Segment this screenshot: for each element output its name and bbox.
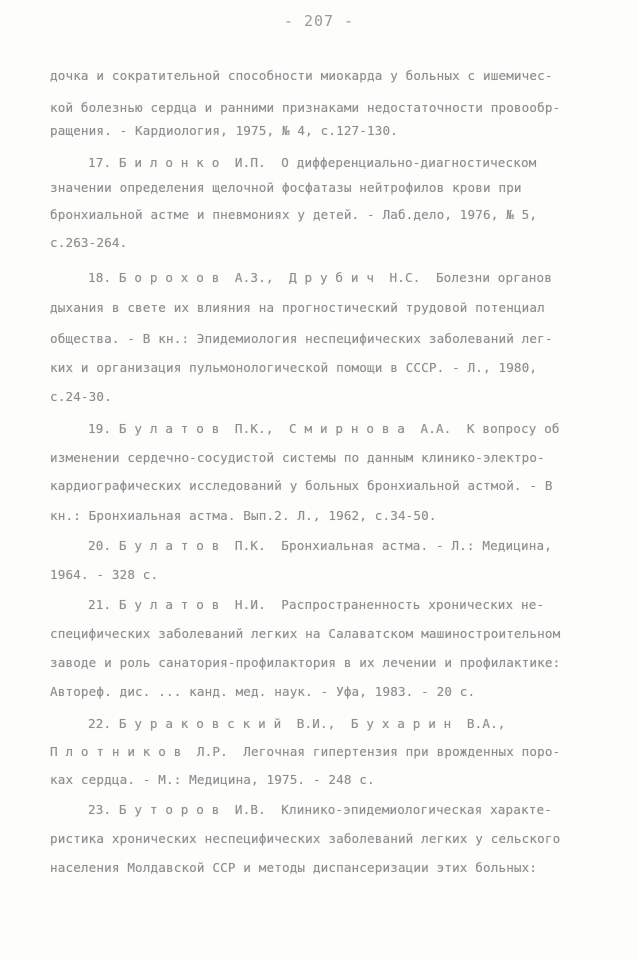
text-line: кардиографических исследований у больных бронхиальной астмой. - В — [50, 478, 553, 493]
text-line: с.263-264. — [50, 235, 128, 250]
text-line: ках сердца. - М.: Медицина, 1975. - 248 с. — [50, 772, 375, 787]
reference-entry-22: 22. Б у р а к о в с к и й В.И., Б у х а р и н В.А., — [88, 716, 506, 731]
text-line: бронхиальной астме и пневмониях у детей. - Лаб.дело, 1976, № 5, — [50, 207, 538, 222]
text-line: изменении сердечно-сосудистой системы по данным клинико-электро- — [50, 450, 545, 465]
text-line: ких и организация пульмонологической помощи в СССР. - Л., 1980, — [50, 360, 538, 375]
text-line: ращения. - Кардиология, 1975, № 4, с.127-130. — [50, 123, 398, 138]
reference-entry-21: 21. Б у л а т о в Н.И. Распространенность хронических не- — [88, 597, 545, 612]
text-line: кой болезнью сердца и ранними признаками недостаточности провообр- — [50, 100, 561, 115]
reference-entry-20: 20. Б у л а т о в П.К. Бронхиальная астма. - Л.: Медицина, — [88, 538, 552, 553]
reference-entry-17: 17. Б и л о н к о И.П. О дифференциально-диагностическом — [88, 155, 537, 170]
text-line: с.24-30. — [50, 389, 112, 404]
text-line: ристика хронических неспецифических заболеваний легких у сельского — [50, 831, 561, 846]
page-number: - 207 - — [283, 12, 355, 30]
text-line: специфических заболеваний легких на Салаватском машиностроительном — [50, 626, 561, 641]
text-line: значении определения щелочной фосфатазы нейтрофилов крови при — [50, 180, 522, 195]
text-line: населения Молдавской ССР и методы диспансеризации этих больных: — [50, 860, 538, 875]
text-line: общества. - В кн.: Эпидемиология неспецифических заболеваний лег- — [50, 331, 553, 346]
text-line: дыхания в свете их влияния на прогностический трудовой потенциал — [50, 300, 545, 315]
reference-entry-19: 19. Б у л а т о в П.К., С м и р н о в а А.А. К вопросу об — [88, 421, 560, 436]
text-line: дочка и сократительной способности миокарда у больных с ишемичес- — [50, 68, 553, 83]
text-line: заводе и роль санатория-профилактория в их лечении и профилактике: — [50, 655, 561, 670]
text-line: кн.: Бронхиальная астма. Вып.2. Л., 1962, с.34-50. — [50, 508, 437, 523]
text-line: 1964. - 328 с. — [50, 567, 159, 582]
reference-entry-18: 18. Б о р о х о в А.З., Д р у б и ч Н.С. Болезни органов — [88, 270, 552, 285]
text-line: Автореф. дис. ... канд. мед. наук. - Уфа, 1983. - 20 с. — [50, 684, 476, 699]
reference-entry-23: 23. Б у т о р о в И.В. Клинико-эпидемиологическая характе- — [88, 802, 552, 817]
text-line: П л о т н и к о в Л.Р. Легочная гипертензия при врожденных поро- — [50, 744, 561, 759]
